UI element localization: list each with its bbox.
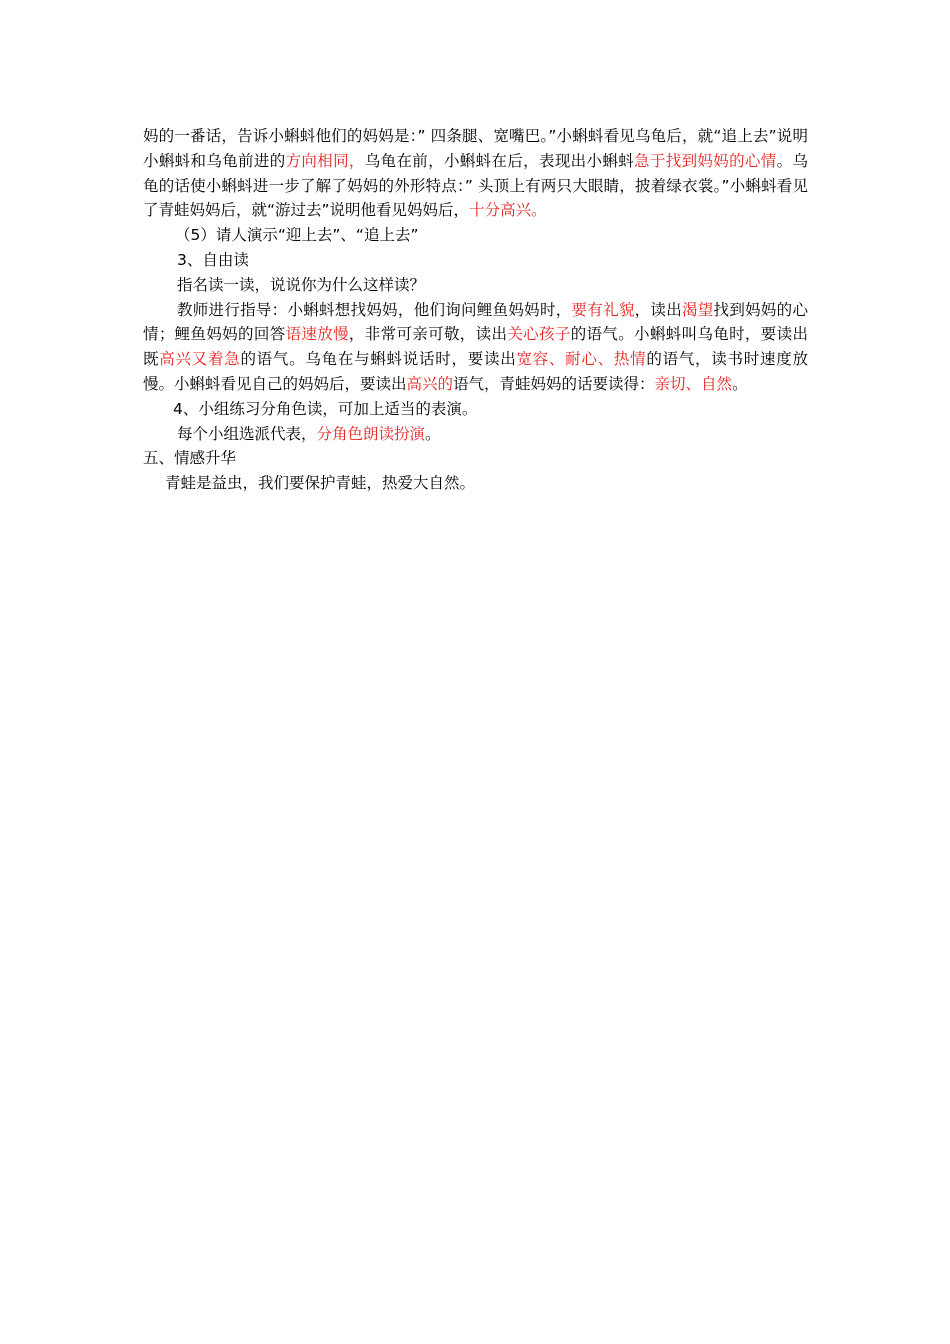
text-run: 找到妈妈的心情；鲤鱼妈妈的回答 bbox=[143, 300, 808, 344]
paragraph-conclusion: 青蛙是益虫，我们要保护青蛙，热爱大自然。 bbox=[165, 474, 476, 493]
text-run: 。 bbox=[732, 374, 748, 393]
section-heading-emotion: 五、情感升华 bbox=[143, 449, 237, 468]
paragraph-teacher-guidance bbox=[143, 298, 808, 397]
highlight-text: 亲切、自然 bbox=[654, 374, 733, 393]
text-run: 教师进行指导：小蝌蚪想找妈妈，他们询问鲤鱼妈妈时， bbox=[177, 300, 572, 319]
highlight-text: 高兴的 bbox=[406, 374, 454, 393]
heading-group-practice: 4、小组练习分角色读，可加上适当的表演。 bbox=[173, 399, 478, 418]
highlight-text: 渴望 bbox=[681, 300, 714, 319]
text-run: 妈的一番话，告诉小蝌蚪他们的妈妈是：” 四条腿、宽嘴巴。”小蝌蚪看见乌龟后，就“追上去”说明小蝌蚪和乌龟前进的 bbox=[143, 127, 808, 170]
text-run: 。乌龟的话使小蝌蚪进一步了解了妈妈的外形特点：” 头顶上有两只大眼睛，披着绿衣裳。”小蝌蚪看见了青蛙妈妈后，就“游过去”说明他看见妈妈后， bbox=[143, 151, 808, 220]
highlight-text: 方向相同， bbox=[285, 151, 365, 170]
paragraph-demonstration: （5）请人演示“迎上去”、“追上去” bbox=[175, 226, 419, 245]
text-run: 的语气。小蝌蚪叫乌龟时，要读出既 bbox=[143, 325, 808, 369]
text-run: 的语气。乌龟在与蝌蚪说话时，要读出 bbox=[240, 350, 517, 369]
text-run: ，读出 bbox=[634, 300, 682, 319]
text-run: ，非常可亲可敬，读出 bbox=[348, 325, 508, 344]
highlight-text: 宽容、耐心、热情 bbox=[516, 350, 647, 369]
highlight-text: 十分高兴。 bbox=[469, 201, 547, 220]
highlight-text: 语速放慢 bbox=[285, 325, 349, 344]
text-run: 语气，青蛙妈妈的话要读得： bbox=[453, 374, 655, 393]
highlight-text: 高兴又着急 bbox=[159, 350, 241, 369]
paragraph-analysis bbox=[143, 124, 808, 223]
text-run: 每个小组选派代表， bbox=[177, 424, 317, 443]
highlight-text: 关心孩子 bbox=[507, 325, 571, 344]
highlight-text: 分角色朗读扮演 bbox=[316, 424, 426, 443]
text-run: 。 bbox=[425, 424, 441, 443]
paragraph-group-representative bbox=[143, 422, 808, 447]
highlight-text: 要有礼貌 bbox=[571, 300, 635, 319]
highlight-text: 急于找到妈妈的心情 bbox=[634, 151, 777, 170]
paragraph-named-reading: 指名读一读，说说你为什么这样读？ bbox=[177, 275, 426, 294]
document-page bbox=[143, 124, 808, 496]
heading-free-reading: 3、自由读 bbox=[177, 250, 249, 269]
text-run: 的语气，读书时速度放慢。小蝌蚪看见自己的妈妈后，要读出 bbox=[143, 350, 808, 393]
text-run: 乌龟在前，小蝌蚪在后，表现出小蝌蚪 bbox=[364, 151, 635, 170]
